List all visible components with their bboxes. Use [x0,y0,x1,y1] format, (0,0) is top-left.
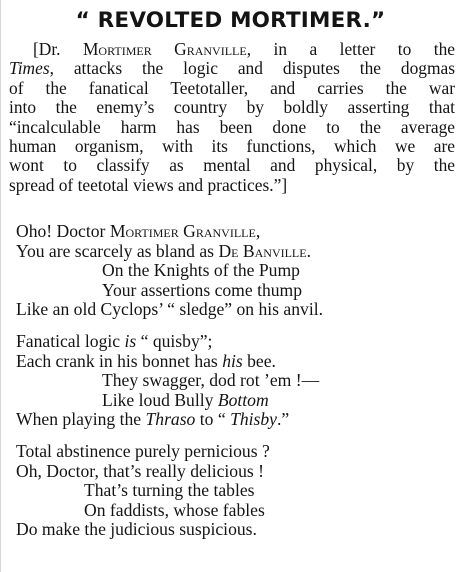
poem-title: “ REVOLTED MORTIMER.” [75,8,386,33]
intro-text: , in a letter to the [246,39,455,59]
intro-line: wont to classify as mental and physical, by the [9,155,455,176]
verse-text: . [306,240,311,261]
verse-line: Your assertions come thump [102,279,303,300]
intro-line [9,59,455,78]
verse-emphasis: is [124,330,137,351]
verse-text: .” [277,409,290,430]
verse-text: bee. [242,350,276,371]
verse-line: Do make the judicious suspicious. [16,519,257,540]
verse-line [16,242,456,262]
intro-line: of the fanatical Teetotaller, and carries the war [9,77,455,98]
verse-emphasis: Thraso [145,409,196,430]
stanza-2 [16,332,456,430]
poem-body [16,222,456,552]
verse-text: “ quisby”; [136,330,213,351]
verse-line [16,391,456,411]
verse-line [16,410,456,430]
verse-line [16,332,456,352]
verse-line: That’s turning the tables [84,480,255,501]
verse-name: De Banville [218,240,307,261]
verse-text: When playing the [16,409,146,430]
verse-text: You are scarcely as bland as [16,240,219,261]
intro-line: into the enemy’s country by boldly asserting that [9,97,455,118]
intro-name: Mortimer Granville [82,39,247,59]
verse-line [16,222,456,242]
stanza-3 [16,442,456,540]
intro-line: spread of teetotal views and practices.”] [9,174,288,195]
verse-line: On faddists, whose fables [84,499,265,520]
verse-emphasis: Thisby [230,409,277,430]
verse-emphasis: his [222,350,243,371]
verse-text: Each crank in his bonnet has [16,350,223,371]
verse-emphasis: Bottom [217,389,269,410]
verse-line: On the Knights of the Pump [102,260,300,281]
verse-line: They swagger, dod rot ’em !— [102,370,320,391]
intro-line: “incalculable harm has been done to the average [9,116,455,137]
intro-text: [Dr. [33,39,83,59]
verse-text: Oho! Doctor [16,221,110,241]
stanza-1 [16,222,456,320]
intro-newspaper-name: Times [9,58,50,79]
verse-text: Like loud Bully [102,389,218,410]
verse-line: Total abstinence purely pernicious ? [16,440,270,461]
intro-line [9,40,455,59]
verse-name: Mortimer Granville [109,221,256,241]
intro-line: human organism, with its functions, which we are [9,136,455,157]
verse-line [16,352,456,372]
intro-text: , attacks the logic and disputes the dogmas [49,58,455,79]
verse-text: , [255,221,261,241]
verse-text: Fanatical logic [16,330,125,351]
verse-line: Like an old Cyclops’ “ sledge” on his anvil. [16,299,324,320]
verse-text: to “ [195,409,231,430]
intro-paragraph [9,40,455,195]
verse-line: Oh, Doctor, that’s really delicious ! [16,460,264,481]
